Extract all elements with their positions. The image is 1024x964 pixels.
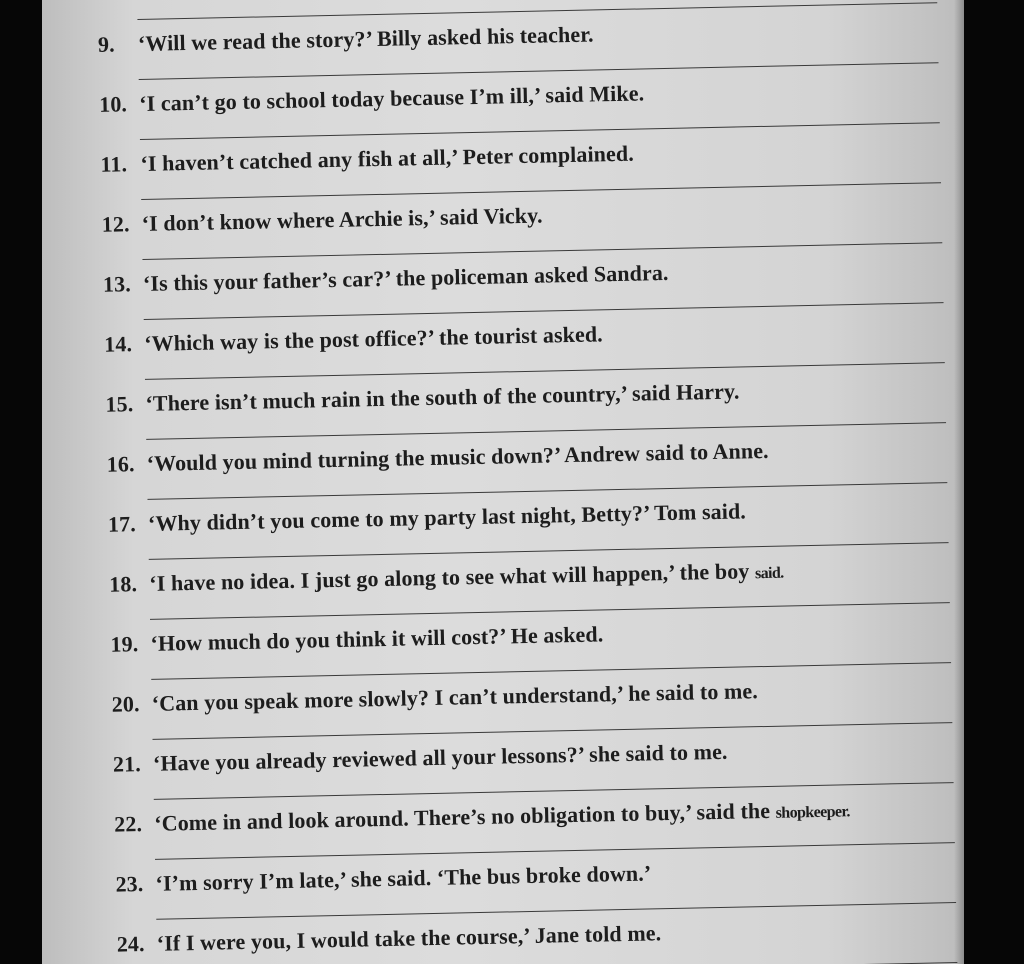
item-number: 21. [112, 751, 142, 777]
item-number: 23. [115, 871, 144, 897]
item-sentence: ‘Have you already reviewed all your lessons?’ she said to me. [152, 738, 728, 776]
item-sentence: ‘If I were you, I would take the course,’ Jane told me. [156, 920, 662, 956]
item-sentence: ‘Can you speak more slowly? I can’t understand,’ he said to me. [151, 678, 759, 716]
item-sentence: ‘I don’t know where Archie is,’ said Vicky. [141, 202, 543, 236]
item-sentence-main: ‘Come in and look around. There’s no obligation to buy,’ said the [154, 797, 771, 836]
item-number: 18. [108, 571, 138, 597]
item-number: 9. [97, 31, 115, 57]
item-number: 12. [101, 211, 130, 237]
exercise-list [42, 0, 964, 964]
item-sentence: ‘Would you mind turning the music down?’ Andrew said to Anne. [146, 437, 769, 476]
item-sentence: ‘Which way is the post office?’ the tourist asked. [143, 321, 604, 356]
item-sentence: ‘How much do you think it will cost?’ He asked. [150, 621, 604, 656]
item-sentence-tail: shopkeeper. [775, 803, 851, 822]
item-sentence-main: ‘I have no idea. I just go along to see what will happen,’ the boy [148, 558, 750, 596]
item-sentence: ‘I can’t go to school today because I’m ill,’ said Mike. [138, 80, 645, 116]
item-number: 16. [106, 451, 135, 477]
item-number: 10. [98, 91, 128, 117]
item-number: 14. [103, 331, 133, 357]
item-sentence [154, 798, 850, 835]
item-number: 24. [116, 931, 145, 957]
item-number: 13. [102, 271, 132, 297]
item-number: 22. [114, 811, 143, 837]
item-sentence: ‘There isn’t much rain in the south of the country,’ said Harry. [145, 378, 740, 416]
item-number: 19. [110, 631, 139, 657]
item-sentence: ‘I haven’t catched any fish at all,’ Peter complained. [140, 140, 635, 176]
item-sentence-tail: said. [754, 564, 784, 583]
item-number: 20. [111, 691, 140, 717]
item-sentence: ‘I’m sorry I’m late,’ she said. ‘The bus broke down.’ [155, 860, 652, 896]
item-sentence: ‘Will we read the story?’ Billy asked his teacher. [137, 21, 594, 56]
answer-line [137, 2, 937, 20]
item-sentence: ‘Is this your father’s car?’ the policeman asked Sandra. [142, 259, 669, 296]
item-sentence: ‘Why didn’t you come to my party last night, Betty?’ Tom said. [147, 498, 747, 536]
item-number: 15. [105, 391, 134, 417]
book-page [42, 0, 964, 964]
item-number: 17. [107, 511, 137, 537]
item-sentence [149, 560, 784, 595]
item-number: 11. [100, 151, 128, 177]
